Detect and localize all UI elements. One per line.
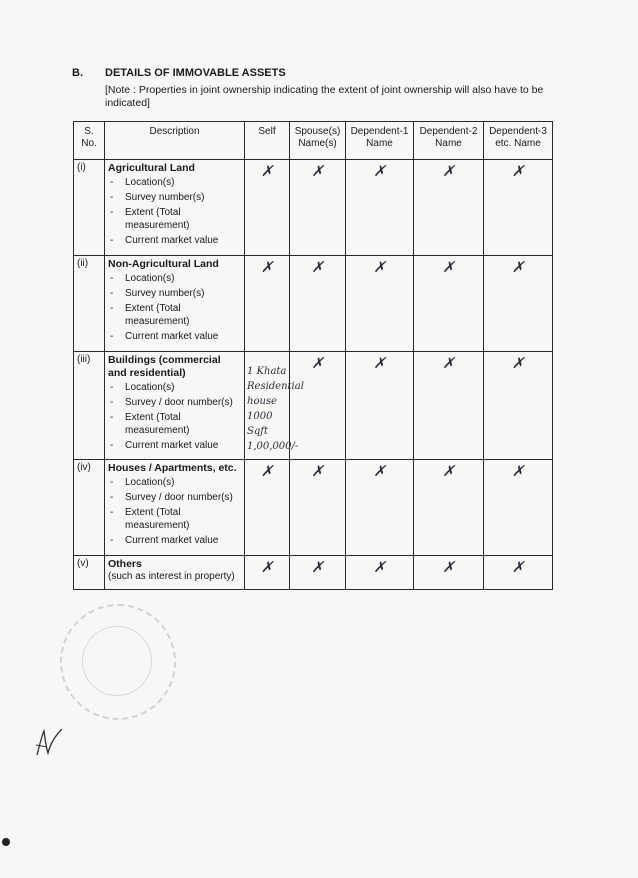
cell-spouse: [290, 256, 346, 352]
cell-dependent-3: [484, 460, 553, 556]
list-item: - Location(s): [108, 382, 241, 394]
cross-mark: ✗: [260, 258, 274, 276]
cross-mark: ✗: [373, 258, 386, 276]
row-description: [105, 352, 245, 460]
cell-spouse: [290, 556, 346, 590]
header-dep3-line1: Dependent-3: [489, 126, 547, 137]
table-row: [74, 460, 553, 556]
cell-dependent-2: [414, 460, 484, 556]
cell-dependent-1: [346, 460, 414, 556]
header-dep2-line1: Dependent-2: [419, 126, 478, 137]
cross-mark: ✗: [311, 258, 324, 276]
cell-dependent-3: [484, 256, 553, 352]
row-description: [105, 460, 245, 556]
cross-mark: ✗: [511, 258, 525, 276]
header-dep1-line2: Name: [366, 138, 393, 149]
list-item: - Location(s): [108, 273, 241, 285]
punch-hole-mark: [2, 838, 10, 846]
row-number: (ii): [74, 256, 105, 352]
row-items: [108, 177, 241, 247]
list-item: - Current market value: [108, 235, 241, 247]
list-item: - Survey / door number(s): [108, 397, 241, 409]
signature-initials-icon: [34, 725, 64, 759]
row-number: (iv): [74, 460, 105, 556]
cell-dependent-1: [346, 556, 414, 590]
handwritten-line: 1000 Sqft: [247, 411, 273, 437]
row-title: Buildings (commercial and residential): [108, 354, 221, 379]
section-letter: B.: [72, 67, 83, 79]
header-sno-line1: S.: [84, 126, 94, 137]
cell-self: [245, 556, 290, 590]
row-number: (i): [74, 160, 105, 256]
cross-mark: ✗: [311, 162, 324, 180]
row-title: Others: [108, 558, 142, 570]
cross-mark: ✗: [373, 162, 386, 180]
cell-dependent-1: [346, 160, 414, 256]
header-spouse-line2: Name(s): [298, 138, 337, 149]
cell-dependent-3: [484, 556, 553, 590]
list-item: - Survey number(s): [108, 192, 241, 204]
list-item: - Survey / door number(s): [108, 492, 241, 504]
row-number: (v): [74, 556, 105, 590]
header-description: Description: [105, 122, 245, 160]
cell-self: [245, 256, 290, 352]
table-row: [74, 160, 553, 256]
header-dependent-1: [346, 122, 414, 160]
header-dependent-3: [484, 122, 553, 160]
cross-mark: ✗: [511, 162, 525, 180]
cell-dependent-2: [414, 256, 484, 352]
list-item: - Location(s): [108, 177, 241, 189]
cross-mark: ✗: [311, 462, 324, 480]
row-number: (iii): [74, 352, 105, 460]
row-items: [108, 382, 241, 452]
list-item: - Extent (Total measurement): [108, 507, 241, 531]
row-title: Agricultural Land: [108, 162, 195, 174]
handwritten-line: 1 Khata: [247, 366, 287, 377]
cell-spouse: [290, 352, 346, 460]
cross-mark: ✗: [373, 558, 386, 576]
cross-mark: ✗: [373, 354, 386, 372]
cell-self: [245, 160, 290, 256]
row-description: [105, 160, 245, 256]
cell-dependent-1: [346, 352, 414, 460]
cross-mark: ✗: [260, 558, 274, 576]
cross-mark: ✗: [511, 558, 525, 576]
header-spouse: [290, 122, 346, 160]
table-row: [74, 556, 553, 590]
header-self: Self: [245, 122, 290, 160]
header-sno-line2: No.: [81, 138, 97, 149]
header-dep1-line1: Dependent-1: [350, 126, 409, 137]
cell-dependent-2: [414, 160, 484, 256]
cross-mark: ✗: [311, 354, 324, 372]
cross-mark: ✗: [442, 162, 455, 180]
list-item: - Extent (Total measurement): [108, 303, 241, 327]
cross-mark: ✗: [260, 162, 274, 180]
table-header-row: [74, 122, 553, 160]
handwritten-line: 1,00,000/-: [247, 441, 299, 452]
row-subtitle: (such as interest in property): [108, 571, 235, 582]
cell-spouse: [290, 160, 346, 256]
table-row: [74, 256, 553, 352]
row-items: [108, 477, 241, 547]
cross-mark: ✗: [442, 558, 455, 576]
cell-dependent-3: [484, 352, 553, 460]
row-title: Non-Agricultural Land: [108, 258, 219, 270]
row-description: [105, 256, 245, 352]
handwritten-line: house: [247, 396, 277, 407]
cell-dependent-3: [484, 160, 553, 256]
cross-mark: ✗: [442, 354, 455, 372]
section-title: DETAILS OF IMMOVABLE ASSETS: [105, 67, 286, 79]
row-title: Houses / Apartments, etc.: [108, 462, 237, 474]
cross-mark: ✗: [511, 354, 525, 372]
cell-spouse: [290, 460, 346, 556]
row-description: [105, 556, 245, 590]
list-item: - Current market value: [108, 440, 241, 452]
faded-seal-stamp: [60, 604, 176, 720]
immovable-assets-table: [73, 121, 553, 590]
handwritten-line: Residential: [247, 381, 304, 392]
list-item: - Extent (Total measurement): [108, 207, 241, 231]
header-dependent-2: [414, 122, 484, 160]
list-item: - Location(s): [108, 477, 241, 489]
cross-mark: ✗: [260, 462, 274, 480]
cross-mark: ✗: [442, 462, 455, 480]
cell-dependent-1: [346, 256, 414, 352]
list-item: - Extent (Total measurement): [108, 412, 241, 436]
section-note: [Note : Properties in joint ownership indicating the extent of joint ownership will also have to be indicated]: [105, 84, 544, 109]
header-dep2-line2: Name: [435, 138, 462, 149]
row-items: [108, 273, 241, 343]
table-row: [74, 352, 553, 460]
list-item: - Survey number(s): [108, 288, 241, 300]
cell-self-handwritten: [245, 352, 304, 460]
cell-dependent-2: [414, 352, 484, 460]
cell-dependent-2: [414, 556, 484, 590]
header-sno: [74, 122, 105, 160]
cross-mark: ✗: [311, 558, 324, 576]
header-spouse-line1: Spouse(s): [294, 126, 341, 137]
cross-mark: ✗: [373, 462, 386, 480]
header-dep3-line2: etc. Name: [495, 138, 541, 149]
cross-mark: ✗: [442, 258, 455, 276]
list-item: - Current market value: [108, 331, 241, 343]
cross-mark: ✗: [511, 462, 525, 480]
list-item: - Current market value: [108, 535, 241, 547]
cell-self: [245, 460, 290, 556]
